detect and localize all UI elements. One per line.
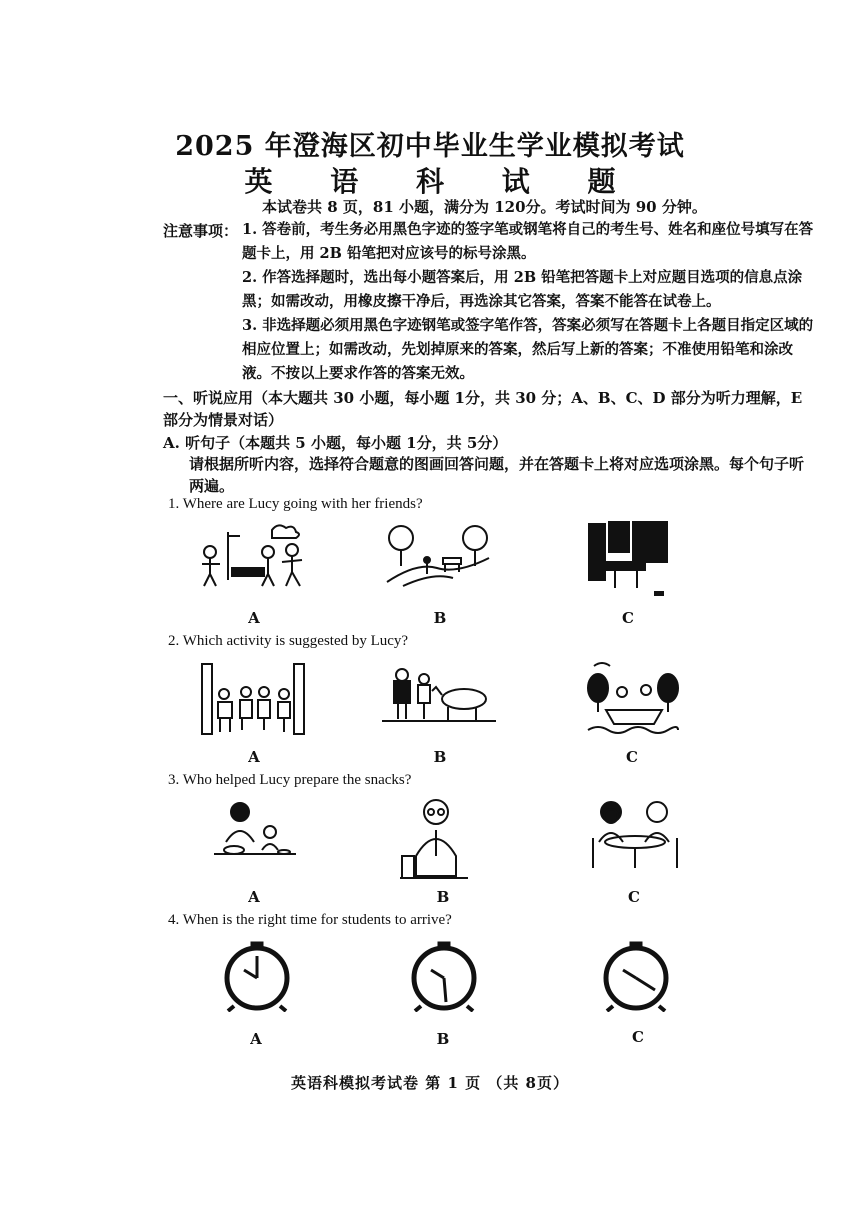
park-picture: [383, 522, 493, 590]
note-item-1: 1. 答卷前，考生务必用黑色字迹的签字笔或钢笔将自己的考生号、姓名和座位号填写在答题卡上，用 2B 铅笔把对应该号的标号涂黑。: [242, 221, 814, 262]
exam-title: 2025 年澄海区初中毕业生学业模拟考试: [175, 131, 685, 162]
clock-icon: [222, 940, 292, 1012]
option-4b: B: [436, 1030, 450, 1048]
part-a-heading: A. 听句子（本题共 5 小题，每小题 1分，共 5分）: [163, 434, 508, 452]
option-3a: A: [248, 888, 260, 906]
boating-picture: [582, 658, 682, 738]
grandpa-picture: [398, 796, 470, 884]
option-2b: B: [433, 748, 447, 766]
library-picture: [585, 518, 671, 600]
notes-label: 注意事项：: [163, 222, 239, 240]
part-a-instruction: 请根据所听内容，选择符合题意的图画回答问题，并在答题卡上将对应选项涂黑。每个句子听两遍。: [189, 455, 805, 495]
option-4a: A: [250, 1030, 262, 1048]
option-2a: A: [248, 748, 260, 766]
farm-picture: [380, 665, 498, 725]
question-4: 4. When is the right time for students to arrive?: [168, 912, 452, 928]
page-footer: 英语科模拟考试卷 第 1 页 （共 8页）: [291, 1074, 569, 1092]
question-3: 3. Who helped Lucy prepare the snacks?: [168, 772, 412, 788]
note-item-3: 3. 非选择题必须用黑色字迹钢笔或签字笔作答，答案必须写在答题卡上各题目指定区域的相应位置上；如需改动，先划掉原来的答案，然后写上新的答案；不准使用铅笔和涂改液。不按以上要求作答的答案无效。: [242, 317, 814, 382]
clock-icon: [601, 940, 671, 1012]
reading-group-picture: [198, 660, 310, 738]
option-3c: C: [628, 888, 640, 906]
option-3b: B: [436, 888, 450, 906]
note-item-2: 2. 作答选择题时，选出每小题答案后，用 2B 铅笔把答题卡上对应题目选项的信息点涂黑；如需改动，用橡皮擦干净后，再选涂其它答案，答案不能答在试卷上。: [242, 269, 803, 310]
option-1a: A: [248, 609, 260, 627]
option-1b: B: [433, 609, 447, 627]
kids-playing-picture: [198, 522, 308, 592]
section-heading: 一、听说应用（本大题共 30 小题，每小题 1分，共 30 分；A、B、C、D 部分为听力理解，E 部分为情景对话）: [163, 389, 803, 429]
option-2c: C: [626, 748, 638, 766]
option-1c: C: [622, 609, 634, 627]
subject-title: 英 语 科 试 题: [244, 165, 640, 198]
question-1: 1. Where are Lucy going with her friends?: [168, 496, 423, 512]
question-2: 2. Which activity is suggested by Lucy?: [168, 633, 409, 649]
option-4c: C: [632, 1028, 644, 1046]
exam-info: 本试卷共 8 页，81 小题，满分为 120分。考试时间为 90 分钟。: [262, 198, 707, 216]
mother-cooking-picture: [210, 798, 300, 866]
clock-icon: [409, 940, 479, 1012]
friends-table-picture: [587, 798, 683, 872]
